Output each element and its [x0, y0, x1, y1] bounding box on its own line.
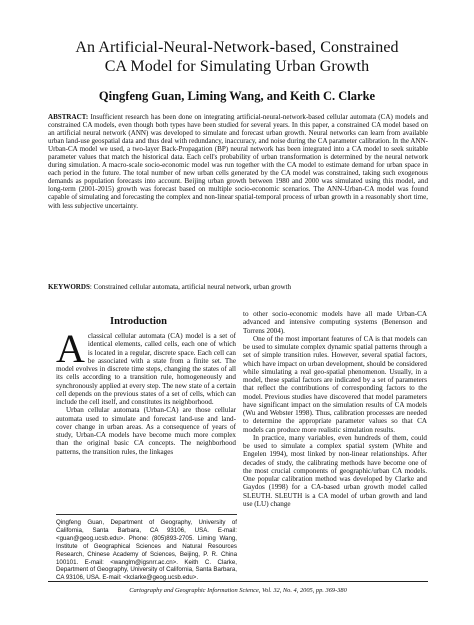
right-paragraph-1: to other socio-economic models have all made Urban-CA advanced and intensive computing systems (Benenson and Torrens 2004). [243, 310, 427, 335]
right-column [243, 310, 427, 508]
keywords-label: KEYWORDS [48, 283, 90, 291]
abstract-label: ABSTRACT: [48, 113, 89, 121]
author-list: Qingfeng Guan, Liming Wang, and Keith C. Clarke [98, 89, 376, 103]
right-paragraph-2: One of the most important features of CA is that models can be used to simulate complex dynamic spatial patterns through a set of simple transition rules. However, several spatial factors, which have impact on urban development, should be considered while simulating a real geo-spatial phenomenon. Usually, in a model, these spatial factors are indicated by a set of parameters that reflect the contributions of corresponding factors to the model. Previous studies have discovered that model parameters have significant impact on the simulation results of CA models (Wu and Webster 1998). Thus, calibration processes are needed to determine the appropriate parameter values so that CA models can produce more realistic simulation results. [243, 334, 427, 434]
journal-citation: Cartography and Geographic Information Science, Vol. 32, No. 4, 2005, pp. 369-380 [129, 587, 347, 594]
abstract [48, 113, 428, 210]
title-line-1: An Artificial-Neural-Network-based, Constrained [75, 39, 399, 56]
author-affiliation-footnote: Qingfeng Guan, Department of Geography, University of California, Santa Barbara, CA 93106, USA. E-mail: <guan@geog.ucsb.edu>. Phone: (805)893-2705. Liming Wang, Institute of Geographical Sciences and Natural Resources Research, Chinese Academy of Sciences, Beijing, P. R. China 100101. E-mail: <wanglm@igsnrr.ac.cn>. Keith C. Clarke, Department of Geography, University of California, Santa Barbara, CA 93106, USA. E-mail: <kclarke@geog.ucsb.edu>. [56, 519, 237, 582]
section-heading-introduction: Introduction [110, 316, 167, 327]
intro-paragraph-2: Urban cellular automata (Urban-CA) are those cellular automata used to simulate and forecast land-use and land-cover change in urban areas. As a consequence of years of study, Urban-CA models have become much more complex than the original basic CA concepts. The neighborhood patterns, the transition rules, the linkages [56, 406, 236, 456]
intro-paragraph-1-text: classical cellular automata (CA) model is a set of identical elements, called cells, each one of which is located in a regular, discrete space. Each cell can be associated with a state from a finite set. The model evolves in discrete time steps, changing the states of all its cells according to a transition rule, homogeneously and synchronously applied at every step. The new state of a certain cell depends on the previous states of a set of cells, which can include the cell itself, and constitutes its neighborhood. [56, 332, 236, 406]
keywords [48, 283, 428, 291]
intro-paragraph-1 [56, 326, 236, 406]
left-column [56, 326, 236, 456]
title-line-2: CA Model for Simulating Urban Growth [104, 58, 370, 75]
footnote-rule [56, 514, 237, 515]
drop-cap: A [56, 326, 85, 371]
keywords-text: : Constrained cellular automata, artificial neural network, urban growth [89, 283, 292, 291]
journal-rule [48, 581, 428, 582]
abstract-text: Insufficient research has been done on integrating artificial-neural-network-based cellular automata (CA) models and constrained CA models, even though both types have been studied for several years. In this paper, a constrained CA model based on an artificial neural network (ANN) was developed to simulate and forecast urban growth. Neural networks can learn from available urban land-use geospatial data and thus deal with redundancy, inaccuracy, and noise during the CA parameter calibration. In the ANN-Urban-CA model we used, a two-layer Back-Propagation (BP) neural network has been integrated into a CA model to seek suitable parameter values that match the historical data. Each cell's probability of urban transformation is determined by the neural network during simulation. A macro-scale socio-economic model was run together with the CA model to estimate demand for urban space in each period in the future. The total number of new urban cells generated by the CA model was constrained, taking such exogenous demands as population forecasts into account. Beijing urban growth between 1980 and 2000 was simulated using this model, and long-term (2001-2015) growth was forecast based on multiple socio-economic scenarios. The ANN-Urban-CA model was found capable of simulating and forecasting the complex and non-linear spatial-temporal process of urban growth in a reasonably short time, with less subjective uncertainty. [48, 113, 428, 210]
paper-title [30, 38, 444, 76]
right-paragraph-3: In practice, many variables, even hundreds of them, could be used to simulate a complex spatial system (White and Engelen 1994), most linked by non-linear relationships. After decades of study, the calibrating methods have become one of the most crucial components of geographic/urban CA models. One popular calibration method was developed by Clarke and Gaydos (1998) for a CA-based urban growth model called SLEUTH. SLEUTH is a CA model of urban growth and land use (LU) change [243, 433, 427, 508]
